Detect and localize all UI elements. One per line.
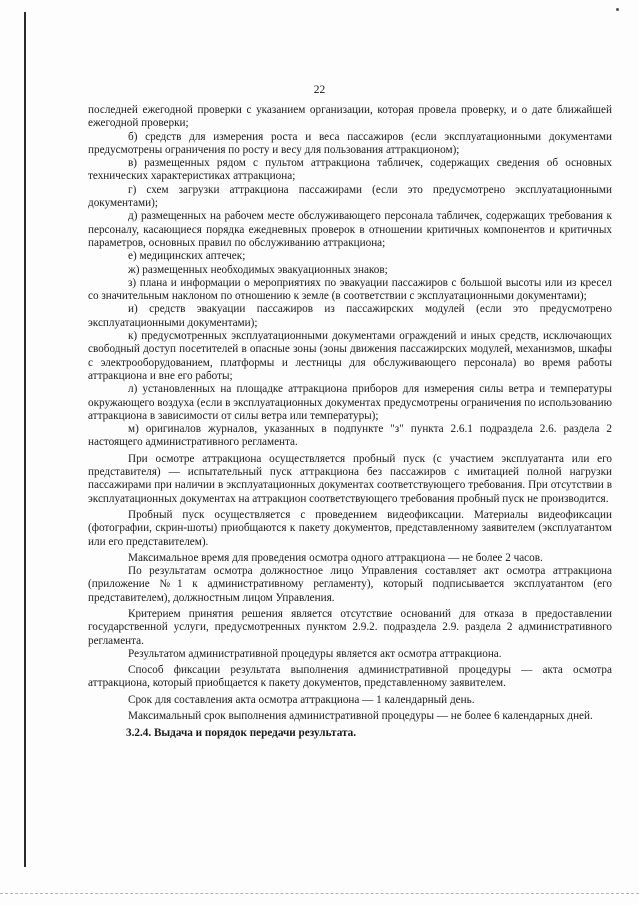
paragraph-decision-criterion: Критерием принятия решения является отсутствие оснований для отказа в предоставлении государственной услуги, предусмотренных пунктом 2.9.2. подраздела 2.9. раздела 2 административного регламента. [88, 607, 612, 647]
paragraph-max-duration: Максимальный срок выполнения административной процедуры — не более 6 календарных дней. [128, 710, 593, 723]
page-number: 22 [313, 84, 326, 96]
page-bottom-edge [0, 893, 639, 894]
list-item-b: б) средств для измерения роста и веса пассажиров (если эксплуатационными документами предусмотрены ограничения по росту и весу для пользования аттракционом); [88, 130, 612, 156]
list-item-zh: ж) размещенных необходимых эвакуационных знаков; [128, 263, 388, 276]
list-item-e: е) медицинских аптечек; [128, 250, 246, 263]
section-heading: 3.2.4. Выдача и порядок передачи результата. [126, 727, 357, 740]
list-item-d: д) размещенных на рабочем месте обслуживающего персонала табличек, содержащих требования к персоналу, касающиеся порядка ежедневных проверок в отношении критичных компонентов и критичных параметров, основных правил по обслуживанию аттракциона; [88, 210, 612, 249]
paragraph-fixation-method: Способ фиксации результата выполнения административной процедуры — акта осмотра аттракциона, который приобщается к пакету документов, представленному заявителем. [88, 664, 612, 690]
paragraph-continuation: последней ежегодной проверки с указанием организации, которая провела проверку, и о дате ближайшей ежегодной проверки; [88, 104, 612, 130]
paragraph-deadline: Срок для составления акта осмотра аттракциона — 1 календарный день. [128, 693, 475, 706]
list-item-v: в) размещенных рядом с пультом аттракциона табличек, содержащих сведения об основных технических характеристиках аттракциона; [88, 157, 612, 183]
paragraph-video-recording: Пробный пуск осуществляется с проведением видеофиксации. Материалы видеофиксации (фотографии, скрин-шоты) приобщаются к пакету документов, представленному заявителем (эксплуатантом или его представителем). [88, 508, 612, 548]
list-item-g: г) схем загрузки аттракциона пассажирами (если это предусмотрено эксплуатационными документами); [88, 183, 612, 210]
list-item-l: л) установленных на площадке аттракциона приборов для измерения силы ветра и температуры окружающего воздуха (если в эксплуатационных документах предусмотрены ограничения по использованию аттракциона в зависимости от силы ветра или температуры); [88, 383, 612, 422]
paragraph-max-time: Максимальное время для проведения осмотра одного аттракциона — не более 2 часов. [128, 551, 543, 564]
paragraph-inspection-act: По результатам осмотра должностное лицо Управления составляет акт осмотра аттракциона (приложение №1 к административному регламенту), который подписывается эксплуатантом (его представителем), должностным лицом Управления. [88, 565, 612, 604]
list-item-z: з) плана и информации о мероприятиях по эвакуации пассажиров с большой высоты или из кресел со значительным наклоном по отношению к земле (в соответствии с эксплуатационными документами); [88, 276, 612, 303]
scan-dot [616, 8, 619, 11]
list-item-m: м) оригиналов журналов, указанных в подпункте "з" пункта 2.6.1 подраздела 2.6. раздела 2 настоящего административного регламента. [88, 423, 612, 449]
paragraph-test-run: При осмотре аттракциона осуществляется пробный пуск (с участием эксплуатанта или его представителя) — испытательный пуск аттракциона без пассажиров с имитацией полной нагрузки пассажирами при наличии в эксплуатационных документах соответствующего требования. При отсутствии в эксплуатационных документах на аттракцион соответствующего требования пробный пуск не производится. [88, 452, 612, 505]
paragraph-result: Результатом административной процедуры является акт осмотра аттракциона. [128, 647, 502, 660]
list-item-k: к) предусмотренных эксплуатационными документами ограждений и иных средств, исключающих свободный доступ посетителей в опасные зоны (зоны движения пассажирских модулей, механизмов, шкафы с электрооборудованием, платформы и лестницы для обслуживающего персонала) во время работы аттракциона и вне его работы; [88, 330, 612, 382]
list-item-i: и) средств эвакуации пассажиров из пассажирских модулей (если это предусмотрено эксплуатационными документами); [88, 303, 612, 329]
document-body [88, 104, 612, 741]
binding-margin-line [24, 12, 26, 867]
